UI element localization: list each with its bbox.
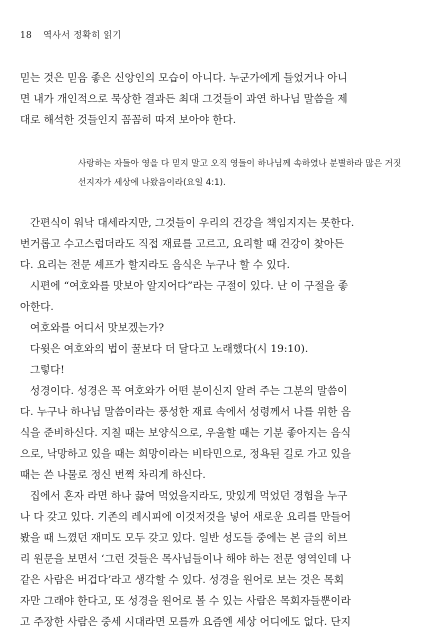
text-line: 시편에 “여호와를 맛보아 알지어다”라는 구절이 있다. 난 이 구절을 좋 [30, 280, 348, 292]
text-line: 면 내가 개인적으로 묵상한 결과든 최대 그것들이 과연 하나님 말씀을 제 [20, 93, 348, 105]
text-line: 믿는 것은 믿음 좋은 신앙인의 모습이 아니다. 누군가에게 들었거나 아니 [20, 72, 348, 84]
text-line: 봤을 때 느꼈던 재미도 모두 갖고 있다. 일반 성도들 중에는 본 글의 히브 [20, 532, 348, 544]
page-number: 18 [20, 31, 33, 41]
text-line: 간편식이 워낙 대세라지만, 그것들이 우리의 건강을 책임지지는 못한다. [30, 217, 355, 229]
text-line: 고 주장한 사람은 중세 시대라면 모를까 요즘엔 세상 어디에도 없다. 단지 [20, 616, 351, 628]
text-line: 으로, 낙망하고 있을 때는 희망이라는 비타민으로, 정욕된 길로 가고 있을 [20, 448, 351, 460]
scripture-quote [78, 155, 412, 193]
text-line: 번거롭고 수고스럽더라도 직접 재료를 고르고, 요리할 때 건강이 찾아든 [20, 238, 345, 250]
text-line: 집에서 혼자 라면 하나 끓여 먹었을지라도, 맛있게 먹었던 경험을 누구 [30, 490, 348, 502]
text-line: 때는 쓴 나물로 정신 번쩍 차리게 하신다. [20, 469, 206, 481]
text-line: 자만 그래야 한다고, 또 성경을 원어로 볼 수 있는 사람은 목회자들뿐이라 [20, 595, 351, 607]
page-header [20, 28, 122, 41]
text-line: 식을 준비하신다. 지칠 때는 보양식으로, 우울할 때는 기분 좋아지는 음식 [20, 427, 351, 439]
text-line: 리 원문을 보면서 ‘그런 것들은 목사님들이나 해야 하는 전문 영역인데 나 [20, 553, 351, 565]
running-title: 역사서 정확히 읽기 [43, 31, 122, 41]
text-line: 대로 해석한 것들인지 꼼꼼히 따져 보아야 한다. [20, 114, 237, 126]
quote-line: 선지자가 세상에 나왔음이라(요일 4:1). [78, 178, 226, 188]
text-line: 아한다. [20, 301, 54, 313]
text-line: 나 다 갖고 있다. 기존의 레시피에 이것저것을 넣어 새로운 요리를 만들어 [20, 511, 351, 523]
text-line: 다. 누구나 하나님 말씀이라는 풍성한 재료 속에서 성령께서 나를 위한 음 [20, 406, 351, 418]
body-text [20, 213, 420, 633]
text-line: 여호와를 어디서 맛보겠는가? [30, 322, 165, 334]
text-line: 그렇다! [30, 364, 65, 376]
intro-paragraph [20, 68, 420, 131]
quote-line: 사랑하는 자들아 영을 다 믿지 말고 오직 영들이 하나님께 속하였나 분별하라 많은 거짓 [78, 159, 402, 169]
text-line: 다. 요리는 전문 셰프가 할지라도 음식은 누구나 할 수 있다. [20, 259, 291, 271]
text-line: 성경이다. 성경은 꼭 여호와가 어떤 분이신지 알려 주는 그분의 말씀이 [30, 385, 348, 397]
text-line: 다윗은 여호와의 법이 꿀보다 더 달다고 노래했다(시 19:10). [30, 343, 309, 355]
text-line: 같은 사람은 버겁다’라고 생각할 수 있다. 성경을 원어로 보는 것은 목회 [20, 574, 345, 586]
